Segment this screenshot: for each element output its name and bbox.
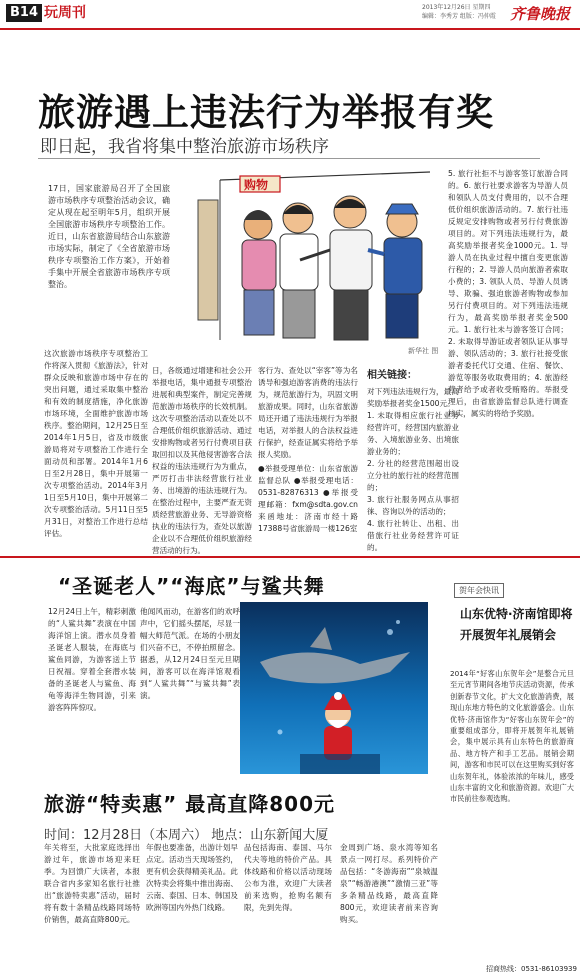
aquarium-photo xyxy=(240,602,428,774)
santa-column-2: 他闻风而动，在游客们的欢呼声中，它们摇头摆尾，尽显一幅大师范气派。在场的小朋友们兴奋不已，不停拍照留念。据悉，从12月24日至元旦期间，游客可以在海洋馆观看到“人鲨共舞”“与鲨共舞”表演。 xyxy=(140,607,240,700)
related-link-item: 3. 旅行社服务网点从事招徕、咨询以外的活动的； xyxy=(367,495,459,516)
related-links xyxy=(367,370,459,554)
santa-column-1: 12月24日上午，精彩刺激的“人鲨共舞”表演在中国海洋馆上演。潜水员身着圣诞老人服装，在海底与鲨鱼同游，为游客送上节日祝福。穿着全套潜水装备的圣诞老人与鲨鱼、海龟等海洋生物同游，引来游客阵阵惊叹。 xyxy=(48,607,136,712)
report-contact-info: ●举报受理单位：山东省旅游监督总队 ●举报受理电话：0531-82876313 ●举报受理邮箱：fxm@sdta.gov.cn 来函地址：济南市经十路17388号省旅游局一楼126室 xyxy=(258,464,358,533)
headline-divider xyxy=(38,158,540,159)
illustration-credit: 新华社 图 xyxy=(408,347,439,355)
masthead-meta xyxy=(422,3,496,21)
page-number: B14 xyxy=(6,4,42,22)
shop-sign-text: 购物 xyxy=(244,178,269,192)
date-line: 2013年12月26日 星期四 xyxy=(422,4,491,11)
sale-column-4: 金周到广场、泉水湾等知名景点一网打尽。系列特价产品包括：“冬游海南”“泉城温泉”“畅游港澳”“激情三亚”等多条精品线路，最高直降800元，欢迎读者前来咨询购买。 xyxy=(340,843,438,924)
related-links-intro: 对下列违法违规行为，最高奖励举报者奖金1500元。 xyxy=(367,387,459,408)
santa-headline: “圣诞老人”“海底”与鲨共舞 xyxy=(58,574,325,598)
related-link-item: 2. 分社的经营范围超出设立分社的旅行社的经营范围的； xyxy=(367,459,459,492)
lead-right-column: 5. 旅行社拒不与游客签订旅游合同的。6. 旅行社要求游客为导游人员和领队人员支付费用的，以不合理低价组织旅游活动的。7. 旅行社违反规定安排购物或者另行付费旅游项目的。对下列违法违规行为，最高奖励举报者奖金1000元。1. 导游人员在执业过程中擅自变更旅游行程的；2. 导游人员向旅游者索取小费的；3. 领队人员、导游人员诱导、欺骗、强迫旅游者购物或参加另行付费项目的。对下列违法违规行为，最高奖励举报者奖金500元。1. 旅行社未与游客签订合同；2. 未取得导游证或者领队证从事导游、领队活动的；3. 旅行社接受旅游者委托代订交通、住宿、餐饮、游览等服务收取费用的；4. 旅游经营者给予或者收受贿赂的。举报受理后，由省旅游监督总队进行调查核实，属实的将给予奖励。 xyxy=(448,169,568,418)
news-sidebar xyxy=(450,578,574,805)
lead-column-2: 日，各级通过增建和社会公开举报电话，集中通报专项整治进展和典型案件，制定完善规范旅游市场秩序的长效机制。这次专项整治活动以查处以不合理低价组织旅游活动、通过安排购物或者另行付费项目获取回扣以及其他侵害游客合法权益的违法违规行为为重点，严厉打击非法经营旅行社业务、出境游的违法违规行为。在整治过程中，主要严查无资质经营旅游业务、无导游资格执业的违法行为，查处以旅游企业以不合理低价组织旅游经营活动的行为。 xyxy=(152,366,252,555)
section-name: 玩周刊 xyxy=(44,5,86,21)
related-links-title: 相关链接： xyxy=(367,370,417,381)
lead-intro: 17日，国家旅游局召开了全国旅游市场秩序专项整治活动会议，确定从现在起至明年5月，组织开展全国旅游市场秩序专项整治工作。近日，山东省旅游局结合山东旅游市场实际，制定了《全省旅游市场秩序专项整治工作方案》，开始着手集中开展全省旅游市场秩序专项整治。 xyxy=(48,184,170,289)
lead-column-1: 这次旅游市场秩序专项整治工作将深入贯彻《旅游法》，针对群众反映和旅游市场中存在的突出问题，通过采取集中整治和有效的制度措施，净化旅游市场环境，全面维护旅游市场秩序。整治期间，12月25日至2014年1月5日，省及市级旅游局将对专项整治工作进行全面动员和部署。2014年1月6日至2月28日，集中开展第一次专项整治活动。2014年3月1日至5月10日，集中开展第二次专项整治活动。5月11日至5月31日，对整治工作进行总结评估。 xyxy=(44,349,148,538)
editor-line: 编辑：李秀芳 组版：冯仲霞 xyxy=(422,13,496,20)
hotline: 招商热线：0531-86103939 xyxy=(486,965,577,973)
newspaper-logo: 齐鲁晚报 xyxy=(510,5,571,23)
lead-column-3 xyxy=(258,365,358,535)
related-link-item: 1. 未取得相应旅行社业务经营许可，经营国内旅游业务、入境旅游业务、出境旅游业务的； xyxy=(367,411,459,456)
lead-headline: 旅游遇上违法行为举报有奖 xyxy=(38,91,494,134)
sale-time-location: 时间：12月28日（本周六） 地点：山东新闻大厦 xyxy=(44,828,329,843)
sidebar-body: 2014年“好客山东贺年会”是整合元旦至元宵节期间各地节庆活动资源，传承创新春节文化，扩大文化旅游消费，展现山东地方特色的文化旅游盛会。山东优特·济南馆作为“好客山东贺年会”的重要组成部分，即将开展贺年礼展销会，集中展示具有山东特色的旅游商品、地方特产和手工艺品。展销会期间，游客和市民可以在这里购买到好客山东贺年礼，体验浓浓的年味儿，感受山东丰富的文化和旅游资源。欢迎广大市民前往参观选购。 xyxy=(450,669,574,804)
sidebar-headline: 山东优特·济南馆即将开展贺年礼展销会 xyxy=(460,607,573,642)
page-header xyxy=(0,0,580,30)
sale-column-2: 年假也要准备，出游计划早点定。活动当天现场签约，更有机会获得精美礼品。此次特卖会将集中推出海南、云南、泰国、日本、韩国及欧洲等国内外热门线路。 xyxy=(146,843,238,912)
sale-headline: 旅游“特卖惠” 最高直降800元 xyxy=(44,792,335,816)
sidebar-tag: 贺年会快讯 xyxy=(454,583,504,598)
related-link-item: 4. 旅行社转让、出租、出借旅行社业务经营许可证的。 xyxy=(367,519,459,552)
section-divider xyxy=(0,556,580,558)
sale-column-1: 年关将至，大批家庭选择出游过年，旅游市场迎来旺季。为回馈广大读者，本报联合省内多家知名旅行社推出“旅游特卖惠”活动，届时将有数十条精品线路同场特价销售，最高直降800元。 xyxy=(44,843,140,924)
sale-column-3: 品包括海南、泰国、马尔代夫等地的特价产品。具体线路和价格以活动现场公布为准，欢迎广大读者前来选购，抢购名额有限，先到先得。 xyxy=(244,843,332,912)
lead-column-3-text: 客行为、查处以“宰客”等为名诱导和强迫游客消费的违法行为，规范旅游行为，巩固文明旅游成果。同时，山东省旅游局还开通了违法违规行为举报电话，对举报人的合法权益进行保护，经查证属实将给予举报人奖励。 xyxy=(258,366,358,459)
cartoon-illustration xyxy=(180,170,440,345)
lead-subheadline: 即日起，我省将集中整治旅游市场秩序 xyxy=(40,137,329,157)
